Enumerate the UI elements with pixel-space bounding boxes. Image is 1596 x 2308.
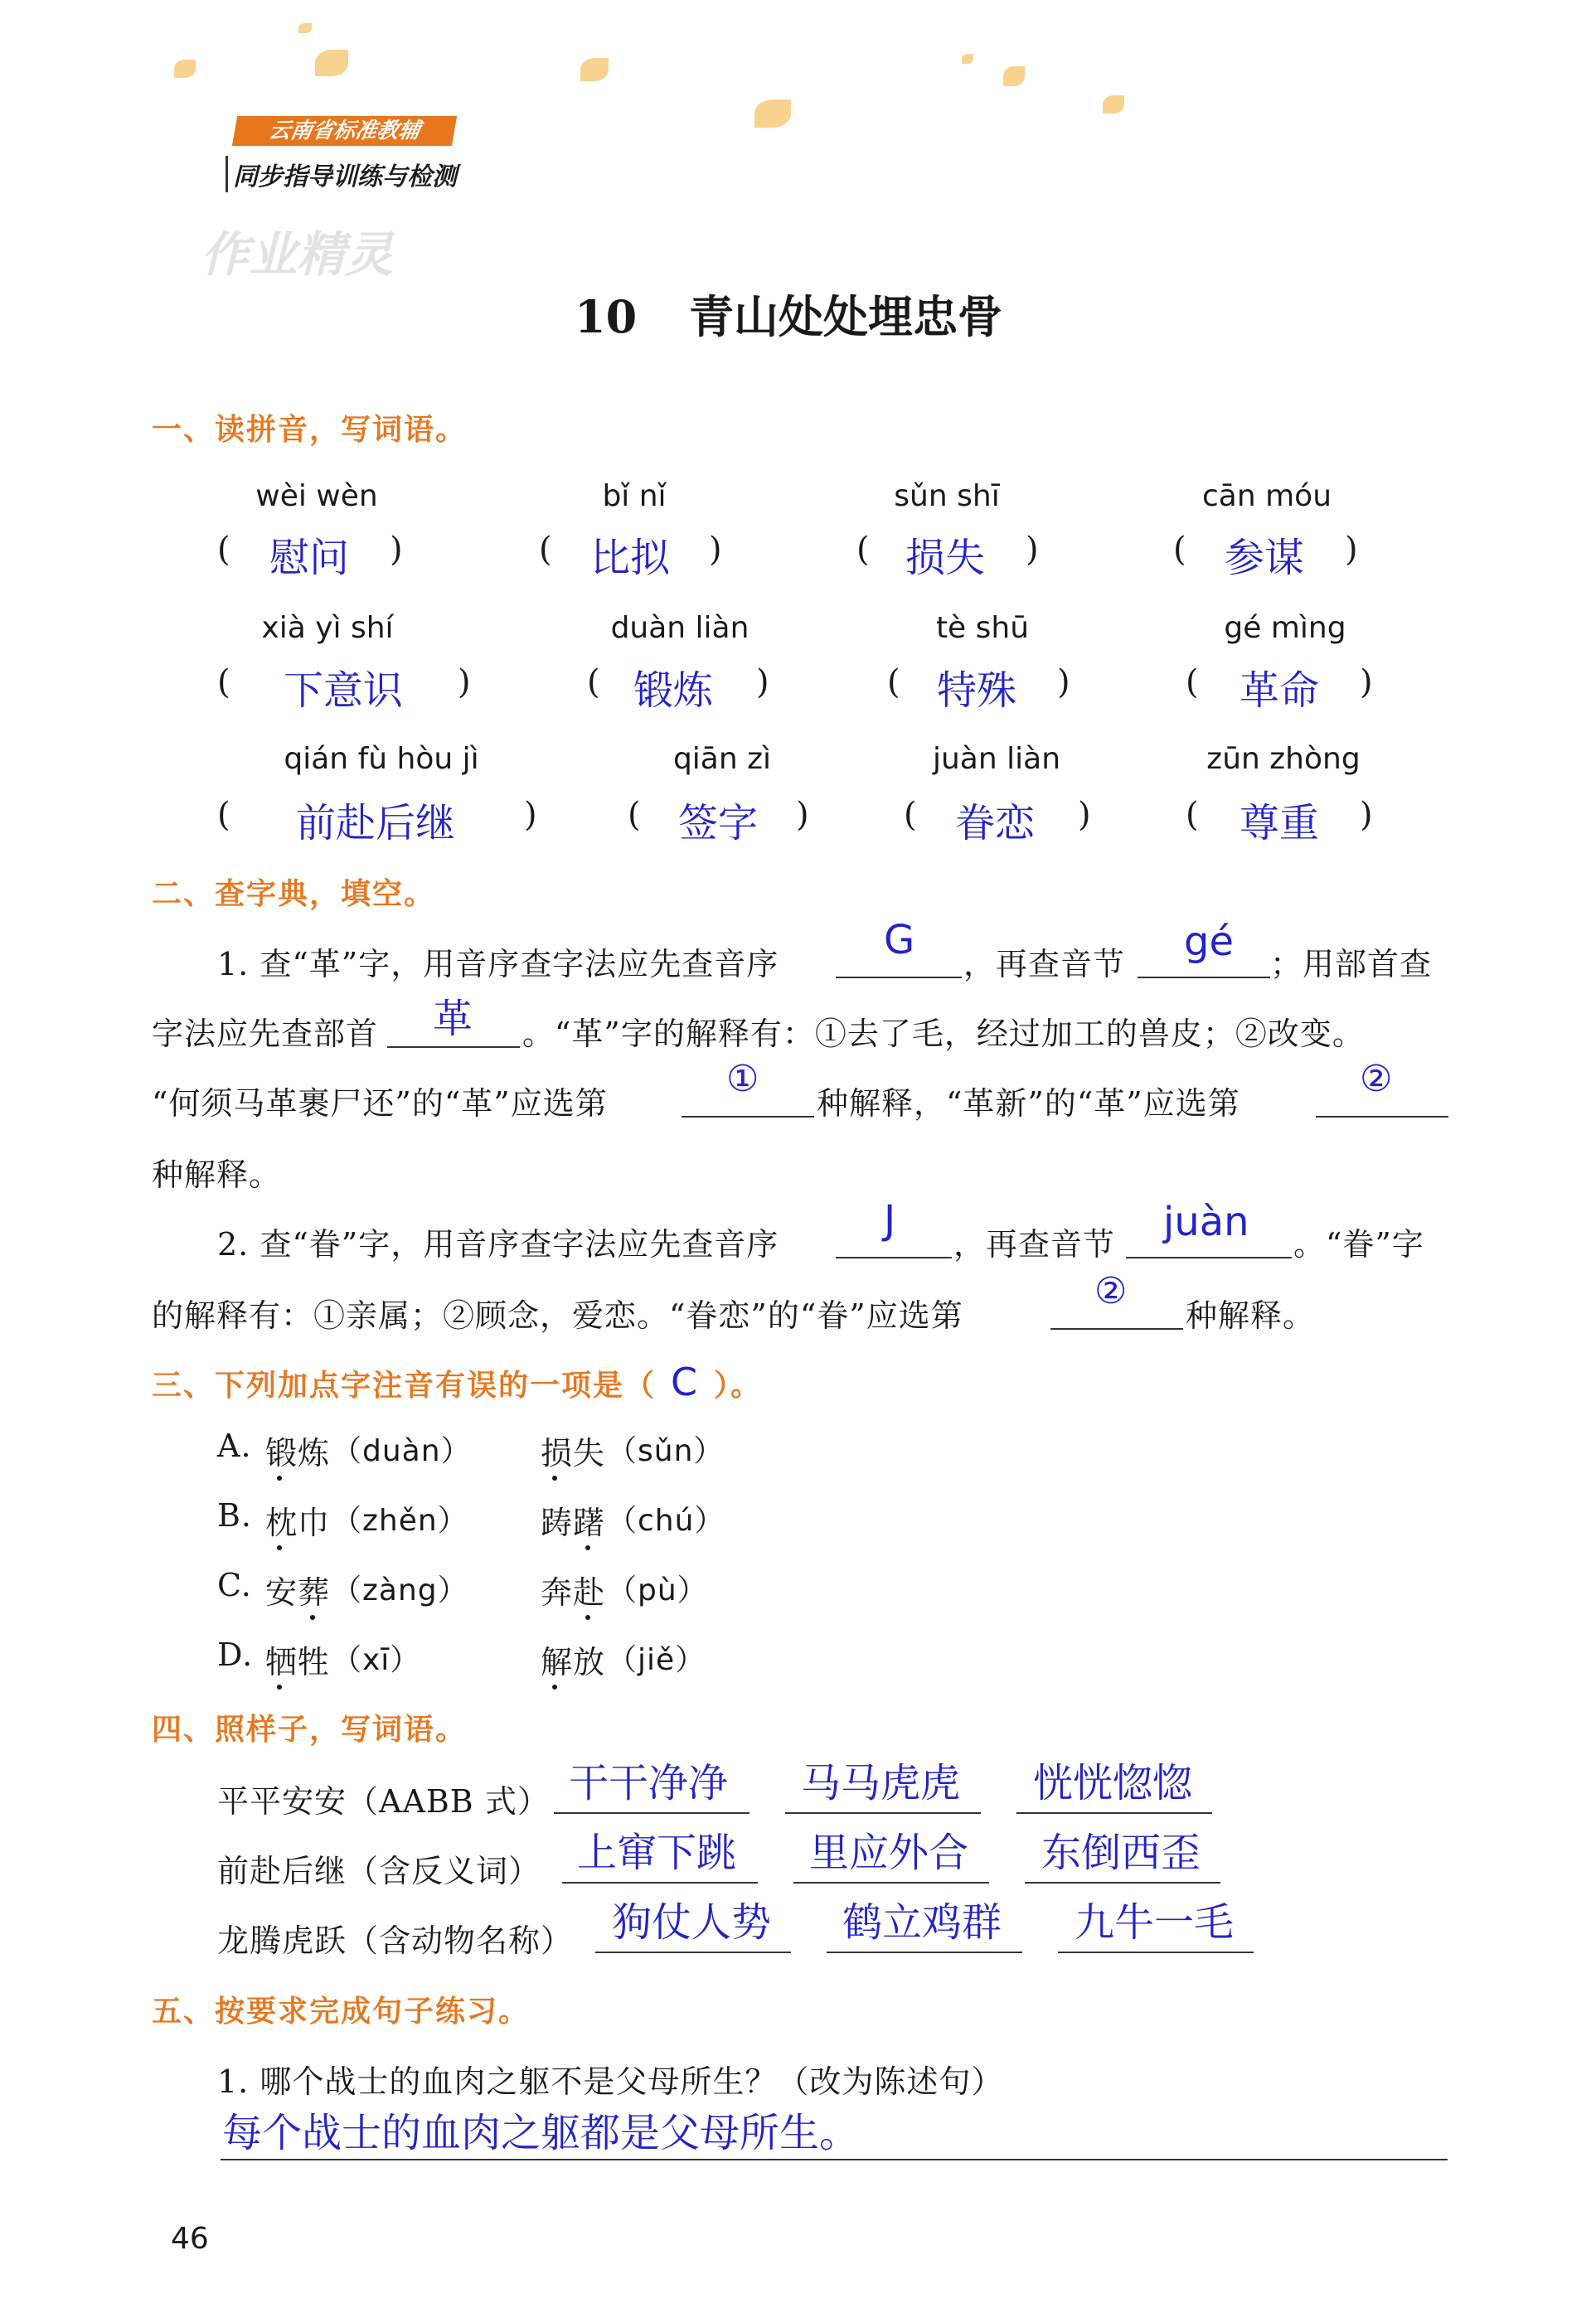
option-label: B.	[217, 1497, 253, 1534]
emphasis-dot	[552, 1685, 557, 1690]
open-paren: (	[1186, 663, 1199, 701]
page-number: 46	[171, 2222, 209, 2256]
question-text: ，再查音节	[963, 946, 1126, 982]
answer-word: 前赴后继	[296, 800, 456, 846]
emphasis-dot	[277, 1476, 282, 1481]
question-text: 1. 哪个战士的血肉之躯不是父母所生？（改为陈述句）	[217, 2063, 1004, 2100]
emphasis-dot	[310, 1615, 315, 1620]
answer-blank	[785, 1812, 981, 1814]
answer-word: 上窜下跳	[577, 1830, 737, 1876]
question-text: 种解释。	[152, 1156, 282, 1193]
answer-text: ②	[1094, 1270, 1128, 1312]
close-paren: )	[756, 663, 769, 701]
section3-heading	[152, 1360, 762, 1404]
answer-word: 慰问	[269, 535, 350, 581]
pinyin-label: tè shū	[935, 611, 1030, 645]
decorative-leaf	[962, 54, 973, 64]
option-pinyin: （jiě）	[607, 1643, 706, 1677]
answer-blank	[1316, 1116, 1448, 1118]
open-paren: (	[1186, 796, 1199, 834]
option-word: 奔赴	[541, 1574, 606, 1611]
question-text: 。“革”字的解释有：①去了毛，经过加工的兽皮；②改变。	[522, 1016, 1365, 1052]
open-paren: (	[217, 531, 230, 569]
option-word: 锻炼	[265, 1435, 331, 1472]
answer-blank	[595, 1952, 791, 1953]
pinyin-label: sǔn shī	[894, 479, 1000, 513]
open-paren: (	[856, 531, 870, 569]
option-word: 损失	[541, 1435, 606, 1472]
section1-heading: 一、读拼音，写词语。	[152, 413, 468, 447]
close-paren: )	[524, 796, 537, 834]
answer-text: J	[884, 1197, 896, 1244]
section3-heading-text: 三、下列加点字注音有误的一项是（	[152, 1369, 657, 1403]
answer-word: 恍恍惚惚	[1033, 1760, 1193, 1806]
pinyin-label: duàn liàn	[610, 611, 749, 645]
answer-word: 损失	[905, 535, 986, 581]
emphasis-dot	[552, 1476, 557, 1481]
close-paren: )	[1360, 663, 1373, 701]
answer-word: 锻炼	[633, 667, 714, 714]
emphasis-dot	[277, 1685, 282, 1690]
pinyin-label: wèi wèn	[255, 479, 378, 513]
question-text: “何须马革裹尸还”的“革”应选第	[152, 1085, 608, 1122]
close-paren: )	[1078, 796, 1091, 834]
answer-blank	[836, 1257, 952, 1258]
answer-word: 眷恋	[955, 800, 1036, 846]
option-pinyin: （pù）	[607, 1573, 708, 1607]
question-text: 的解释有：①亲属；②顾念，爱恋。“眷恋”的“眷”应选第	[152, 1297, 963, 1334]
decorative-leaf	[298, 23, 312, 33]
question-text: 字法应先查部首	[152, 1016, 379, 1052]
option-word: 踌躇	[541, 1505, 606, 1541]
open-paren: (	[217, 796, 230, 834]
emphasis-dot	[277, 1545, 282, 1550]
emphasis-dot	[585, 1615, 590, 1620]
option-word: 牺牲	[265, 1644, 331, 1680]
answer-blank	[1025, 1882, 1220, 1884]
lesson-number: 10	[575, 290, 638, 343]
answer-text: 革	[433, 996, 473, 1042]
answer-blank	[836, 977, 962, 978]
open-paren: (	[904, 796, 917, 834]
answer-word: 干干净净	[569, 1760, 729, 1806]
series-title: 同步指导训练与检测	[226, 156, 457, 192]
close-paren: )	[1360, 796, 1373, 834]
section3-heading-end: ）。	[714, 1369, 763, 1403]
section3-answer: C	[671, 1360, 700, 1404]
decorative-leaf	[174, 60, 196, 78]
answer-word: 革命	[1239, 667, 1320, 714]
open-paren: (	[587, 663, 600, 701]
page-title	[575, 282, 1002, 346]
example-prompt: 龙腾虎跃（含动物名称）	[217, 1923, 574, 1959]
decorative-leaf	[1003, 66, 1025, 86]
pinyin-label: qián fù hòu jì	[284, 742, 479, 776]
close-paren: )	[1345, 531, 1358, 569]
answer-blank	[387, 1046, 520, 1048]
answer-word: 下意识	[284, 667, 404, 714]
answer-text: gé	[1184, 919, 1234, 965]
pinyin-label: cān móu	[1201, 479, 1332, 513]
option-pinyin: （xī）	[332, 1643, 421, 1677]
answer-word: 尊重	[1239, 800, 1320, 846]
answer-blank	[827, 1952, 1022, 1953]
question-text: 2. 查“眷”字，用音序查字法应先查音序	[217, 1226, 779, 1263]
decorative-leaf	[1103, 95, 1124, 114]
answer-blank	[554, 1812, 749, 1814]
option-label: C.	[217, 1567, 252, 1603]
option-pinyin: （zàng）	[332, 1573, 468, 1607]
brand-badge: 云南省标准教辅	[232, 116, 457, 146]
answer-word: 比拟	[590, 535, 671, 581]
emphasis-dot	[585, 1545, 590, 1550]
question-text: ；用部首查	[1270, 946, 1433, 982]
option-pinyin: （sǔn）	[607, 1434, 725, 1468]
option-word: 安葬	[265, 1574, 331, 1611]
option-word: 枕巾	[265, 1505, 331, 1541]
answer-blank	[1016, 1812, 1212, 1814]
open-paren: (	[628, 796, 641, 834]
answer-word: 鹤立鸡群	[842, 1899, 1002, 1946]
decorative-leaf	[754, 99, 791, 128]
example-prompt: 前赴后继（含反义词）	[217, 1853, 541, 1889]
close-paren: )	[390, 531, 403, 569]
section2-heading: 二、查字典，填空。	[152, 877, 436, 911]
open-paren: (	[887, 663, 900, 701]
answer-blank	[1138, 977, 1270, 978]
answer-word: 参谋	[1225, 535, 1305, 581]
open-paren: (	[217, 663, 230, 701]
answer-text: juàn	[1163, 1199, 1249, 1245]
lesson-title: 青山处处埋忠骨	[688, 291, 1002, 343]
option-word: 解放	[541, 1644, 606, 1680]
option-pinyin: （duàn）	[332, 1434, 472, 1468]
open-paren: (	[539, 531, 552, 569]
example-prompt: 平平安安（AABB 式）	[217, 1783, 550, 1820]
answer-line	[221, 2159, 1448, 2160]
question-text: 。“眷”字	[1293, 1226, 1424, 1263]
section5-heading: 五、按要求完成句子练习。	[152, 1995, 531, 2029]
answer-blank	[793, 1882, 989, 1884]
option-pinyin: （chú）	[607, 1504, 725, 1538]
option-pinyin: （zhěn）	[332, 1504, 468, 1538]
watermark: 作业精灵	[201, 226, 394, 283]
answer-word: 九牛一毛	[1075, 1899, 1235, 1946]
answer-word: 狗仗人势	[612, 1899, 772, 1946]
decorative-leaf	[315, 50, 348, 76]
answer-text: G	[884, 917, 915, 963]
answer-text: ①	[726, 1058, 759, 1100]
answer-blank	[1126, 1257, 1292, 1258]
question-text: ，再查音节	[953, 1226, 1116, 1263]
answer-word: 里应外合	[809, 1830, 969, 1876]
pinyin-label: bǐ nǐ	[602, 479, 667, 513]
pinyin-label: zūn zhòng	[1206, 742, 1361, 776]
pinyin-label: qiān zì	[672, 742, 772, 776]
decorative-leaf	[580, 58, 609, 81]
close-paren: )	[796, 796, 809, 834]
pinyin-label: juàn liàn	[932, 742, 1061, 776]
answer-blank	[1050, 1328, 1183, 1330]
pinyin-label: xià yì shí	[261, 611, 394, 645]
option-label: A.	[217, 1428, 252, 1464]
answer-text: ②	[1360, 1058, 1393, 1100]
answer-word: 特殊	[937, 667, 1017, 714]
question-text: 1. 查“革”字，用音序查字法应先查音序	[217, 946, 779, 982]
option-label: D.	[217, 1636, 254, 1673]
pinyin-label: gé mìng	[1224, 611, 1346, 645]
answer-word: 东倒西歪	[1041, 1830, 1201, 1876]
answer-blank	[562, 1882, 758, 1884]
answer-word: 马马虎虎	[801, 1760, 961, 1806]
close-paren: )	[458, 663, 471, 701]
answer-blank	[682, 1116, 814, 1118]
question-text: 种解释，“革新”的“革”应选第	[817, 1085, 1240, 1122]
close-paren: )	[709, 531, 722, 569]
answer-word: 签字	[678, 800, 759, 846]
open-paren: (	[1173, 531, 1186, 569]
answer-blank	[1058, 1952, 1254, 1953]
answer-sentence: 每个战士的血肉之躯都是父母所生。	[222, 2110, 860, 2156]
close-paren: )	[1026, 531, 1039, 569]
section4-heading: 四、照样子，写词语。	[152, 1713, 468, 1747]
question-text: 种解释。	[1186, 1297, 1316, 1334]
close-paren: )	[1057, 663, 1070, 701]
